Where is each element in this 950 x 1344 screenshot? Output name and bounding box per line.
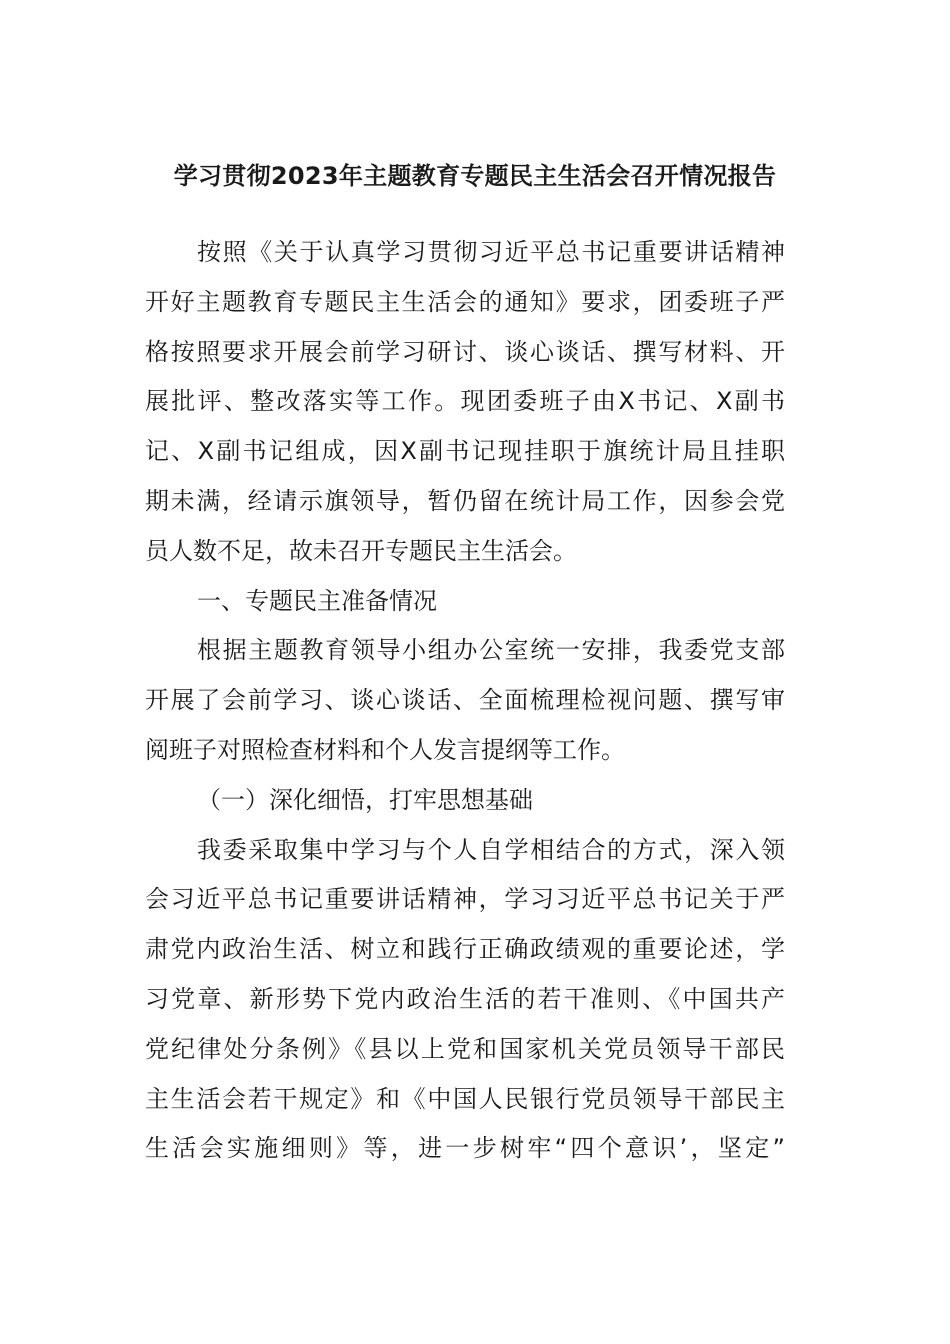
body-line: 肃党内政治生活、树立和践行正确政绩观的重要论述，学 — [145, 935, 785, 964]
body-line: 习党章、新形势下党内政治生活的若干准则、《中国共产 — [145, 984, 785, 1013]
body-line: （一）深化细悟，打牢思想基础 — [197, 785, 533, 814]
body-line: 记、X副书记组成，因X副书记现挂职于旗统计局且挂职 — [145, 437, 785, 466]
body-line: 员人数不足，故未召开专题民主生活会。 — [145, 536, 577, 565]
body-line: 按照《关于认真学习贯彻习近平总书记重要讲话精神 — [197, 238, 785, 266]
document-title: 学习贯彻2023年主题教育专题民主生活会召开情况报告 — [173, 162, 777, 190]
body-line: 开好主题教育专题民主生活会的通知》要求，团委班子严 — [145, 287, 785, 316]
body-line: 生活会实施细则》等，进一步树牢“四个意识’，坚定” — [145, 1134, 785, 1163]
document-body — [145, 228, 785, 1174]
body-line: 展批评、整改落实等工作。现团委班子由X书记、X副书 — [145, 387, 785, 416]
body-line: 一、专题民主准备情况 — [197, 586, 437, 615]
body-line: 期未满，经请示旗领导，暂仍留在统计局工作，因参会党 — [145, 486, 785, 515]
body-line: 会习近平总书记重要讲话精神，学习习近平总书记关于严 — [145, 885, 785, 914]
body-line: 根据主题教育领导小组办公室统一安排，我委党支部 — [197, 636, 785, 665]
body-line: 格按照要求开展会前学习研讨、谈心谈话、撰写材料、开 — [145, 337, 785, 366]
body-line: 我委采取集中学习与个人自学相结合的方式，深入领 — [197, 835, 785, 864]
body-line: 党纪律处分条例》《县以上党和国家机关党员领导干部民 — [145, 1034, 785, 1063]
body-line: 阅班子对照检查材料和个人发言提纲等工作。 — [145, 735, 625, 764]
body-line: 主生活会若干规定》和《中国人民银行党员领导干部民主 — [145, 1084, 785, 1113]
body-line: 开展了会前学习、谈心谈话、全面梳理检视问题、撰写审 — [145, 686, 785, 715]
